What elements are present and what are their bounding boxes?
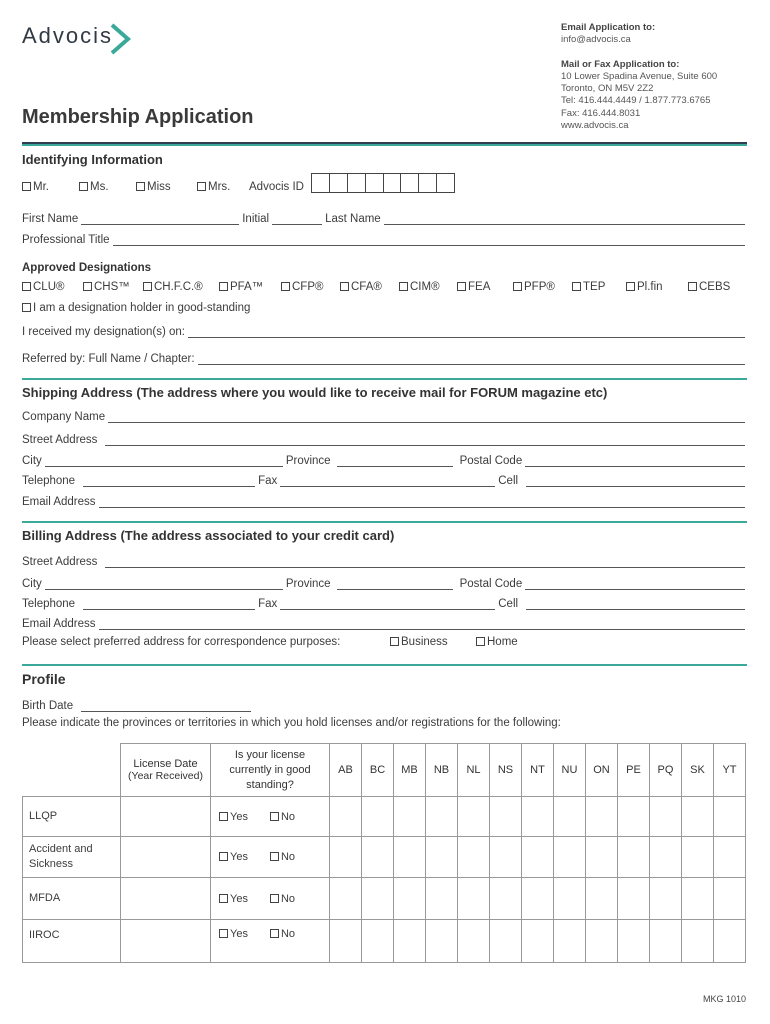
license-table	[22, 743, 746, 963]
province-cell[interactable]	[490, 878, 522, 920]
first-name-label: First Name	[22, 213, 79, 225]
billing-telephone-label: Telephone	[22, 598, 76, 610]
checkbox[interactable]	[219, 812, 228, 821]
province-cell[interactable]	[394, 878, 426, 920]
billing-street-field[interactable]	[105, 556, 745, 568]
province-cell[interactable]	[362, 920, 394, 963]
billing-email-row	[22, 614, 748, 630]
contact-block	[561, 22, 717, 132]
referred-by-row	[22, 349, 748, 365]
shipping-fax-field[interactable]	[280, 475, 495, 487]
license-date-cell[interactable]	[121, 878, 211, 920]
province-cell[interactable]	[650, 837, 682, 878]
billing-telephone-field[interactable]	[83, 598, 255, 610]
good-standing-option[interactable]: I am a designation holder in good-standing	[22, 302, 250, 314]
shipping-telephone-label: Telephone	[22, 475, 76, 487]
empty-corner-cell	[23, 744, 121, 797]
province-cell[interactable]	[522, 797, 554, 837]
province-cell[interactable]	[586, 837, 618, 878]
checkbox[interactable]	[143, 282, 152, 291]
checkbox[interactable]	[626, 282, 635, 291]
preferred-home-option[interactable]: Home	[476, 636, 518, 648]
license-date-cell[interactable]	[121, 920, 211, 963]
billing-email-label: Email Address	[22, 618, 96, 630]
shipping-fax-label: Fax	[258, 475, 278, 487]
province-cell[interactable]	[458, 837, 490, 878]
salutation-ms[interactable]: Ms.	[79, 181, 109, 193]
designation-plfin[interactable]: Pl.fin	[626, 281, 663, 293]
checkbox[interactable]	[476, 637, 485, 646]
referred-by-field[interactable]	[198, 353, 745, 365]
checkbox[interactable]	[219, 852, 228, 861]
province-cell[interactable]	[490, 920, 522, 963]
no-option[interactable]: No	[270, 928, 295, 940]
province-header: PE	[618, 744, 650, 797]
province-cell[interactable]	[682, 878, 714, 920]
province-cell[interactable]	[714, 920, 746, 963]
province-cell[interactable]	[554, 837, 586, 878]
license-row-mfda	[23, 878, 746, 920]
province-cell[interactable]	[394, 920, 426, 963]
preferred-business-option[interactable]: Business	[390, 636, 448, 648]
shipping-email-field[interactable]	[99, 496, 745, 508]
province-cell[interactable]	[554, 878, 586, 920]
checkbox[interactable]	[270, 812, 279, 821]
province-header: NS	[490, 744, 522, 797]
province-cell[interactable]	[586, 797, 618, 837]
received-on-field[interactable]	[188, 326, 745, 338]
checkbox[interactable]	[219, 894, 228, 903]
designation-cim[interactable]: CIM®	[399, 281, 440, 293]
billing-fax-label: Fax	[258, 598, 278, 610]
checkbox[interactable]	[79, 182, 88, 191]
shipping-email-row	[22, 492, 748, 508]
advocis-id-label: Advocis ID	[249, 181, 304, 193]
license-instruction: Please indicate the provinces or territories in which you hold licenses and/or registrations for the following:	[22, 717, 561, 729]
billing-email-field[interactable]	[99, 618, 745, 630]
checkbox[interactable]	[197, 182, 206, 191]
province-cell[interactable]	[586, 920, 618, 963]
province-header: YT	[714, 744, 746, 797]
province-cell[interactable]	[650, 878, 682, 920]
billing-divider	[22, 521, 747, 523]
name-row	[22, 209, 748, 225]
birth-date-label: Birth Date	[22, 700, 74, 712]
license-row-iiroc	[23, 920, 746, 963]
province-cell[interactable]	[650, 797, 682, 837]
checkbox[interactable]	[22, 303, 31, 312]
designation-pfa[interactable]: PFA™	[219, 281, 263, 293]
shipping-postal-label: Postal Code	[459, 455, 523, 467]
approved-designations-heading: Approved Designations	[22, 262, 152, 274]
shipping-cell-label: Cell	[498, 475, 519, 487]
shipping-heading: Shipping Address (The address where you would like to receive mail for FORUM magazine etc)	[22, 385, 608, 400]
checkbox[interactable]	[219, 282, 228, 291]
province-cell[interactable]	[618, 797, 650, 837]
shipping-street-label: Street Address	[22, 434, 98, 446]
province-header: NL	[458, 744, 490, 797]
province-cell[interactable]	[330, 837, 362, 878]
province-header: BC	[362, 744, 394, 797]
designation-chs[interactable]: CHS™	[83, 281, 130, 293]
province-cell[interactable]	[554, 920, 586, 963]
shipping-province-label: Province	[285, 455, 331, 467]
province-cell[interactable]	[554, 797, 586, 837]
province-header: PQ	[650, 744, 682, 797]
form-code: MKG 1010	[702, 994, 746, 1004]
designation-cfp[interactable]: CFP®	[281, 281, 323, 293]
good-standing-cell	[211, 837, 330, 878]
checkbox[interactable]	[281, 282, 290, 291]
billing-cell-field[interactable]	[526, 598, 745, 610]
billing-fax-field[interactable]	[280, 598, 495, 610]
shipping-street-field[interactable]	[105, 434, 745, 446]
page-title: Membership Application	[22, 106, 254, 128]
province-cell[interactable]	[458, 797, 490, 837]
province-cell[interactable]	[330, 920, 362, 963]
birth-date-field[interactable]	[81, 700, 251, 712]
profile-heading: Profile	[22, 671, 66, 687]
salutation-mrs[interactable]: Mrs.	[197, 181, 230, 193]
shipping-postal-field[interactable]	[525, 455, 745, 467]
province-cell[interactable]	[330, 797, 362, 837]
mail-label: Mail or Fax Application to:	[561, 58, 680, 70]
province-cell[interactable]	[490, 797, 522, 837]
designation-fea[interactable]: FEA	[457, 281, 490, 293]
billing-postal-label: Postal Code	[459, 578, 523, 590]
company-label: Company Name	[22, 411, 106, 423]
fax: Fax: 416.444.8031	[561, 107, 641, 119]
shipping-email-label: Email Address	[22, 496, 96, 508]
shipping-cell-field[interactable]	[526, 475, 745, 487]
received-on-row	[22, 322, 748, 338]
checkbox[interactable]	[688, 282, 697, 291]
license-table-header	[23, 744, 746, 797]
salutation-miss[interactable]: Miss	[136, 181, 171, 193]
province-header: NT	[522, 744, 554, 797]
billing-province-field[interactable]	[337, 578, 453, 590]
province-cell[interactable]	[714, 878, 746, 920]
good-standing-cell	[211, 878, 330, 920]
yes-option[interactable]: Yes	[219, 851, 248, 863]
license-date-header: License Date (Year Received)	[121, 744, 211, 797]
advocis-id-field[interactable]	[311, 173, 455, 193]
checkbox[interactable]	[572, 282, 581, 291]
province-cell[interactable]	[618, 920, 650, 963]
good-standing-cell	[211, 797, 330, 837]
province-header: ON	[586, 744, 618, 797]
billing-city-field[interactable]	[45, 578, 283, 590]
province-cell[interactable]	[426, 878, 458, 920]
province-cell[interactable]	[362, 837, 394, 878]
logo-chevron-icon	[108, 22, 134, 56]
billing-city-row	[22, 574, 748, 590]
province-cell[interactable]	[618, 837, 650, 878]
billing-heading: Billing Address (The address associated to your credit card)	[22, 528, 395, 543]
checkbox[interactable]	[513, 282, 522, 291]
billing-street-label: Street Address	[22, 556, 98, 568]
checkbox[interactable]	[340, 282, 349, 291]
province-cell[interactable]	[426, 920, 458, 963]
province-header: MB	[394, 744, 426, 797]
good-standing-header: Is your license currently in good standing?	[211, 744, 330, 797]
checkbox[interactable]	[219, 929, 228, 938]
province-cell[interactable]	[714, 837, 746, 878]
checkbox[interactable]	[83, 282, 92, 291]
address-line-2: Toronto, ON M5V 2Z2	[561, 83, 654, 95]
professional-title-field[interactable]	[113, 234, 745, 246]
province-cell[interactable]	[714, 797, 746, 837]
designation-pfp[interactable]: PFP®	[513, 281, 555, 293]
referred-by-label: Referred by: Full Name / Chapter:	[22, 353, 195, 365]
shipping-city-row	[22, 451, 748, 467]
province-cell[interactable]	[394, 837, 426, 878]
shipping-telephone-field[interactable]	[83, 475, 255, 487]
row-label: Accident and Sickness	[23, 837, 121, 878]
received-on-label: I received my designation(s) on:	[22, 326, 185, 338]
province-cell[interactable]	[426, 797, 458, 837]
billing-street-row	[22, 552, 748, 568]
province-cell[interactable]	[426, 837, 458, 878]
license-row-accident-sickness	[23, 837, 746, 878]
first-name-field[interactable]	[81, 213, 239, 225]
no-option[interactable]: No	[270, 811, 295, 823]
province-cell[interactable]	[362, 878, 394, 920]
province-cell[interactable]	[650, 920, 682, 963]
license-date-cell[interactable]	[121, 837, 211, 878]
good-standing-cell	[211, 920, 330, 963]
last-name-label: Last Name	[325, 213, 381, 225]
designation-cfa[interactable]: CFA®	[340, 281, 382, 293]
birth-date-row	[22, 696, 748, 712]
province-header: NB	[426, 744, 458, 797]
checkbox[interactable]	[399, 282, 408, 291]
province-cell[interactable]	[682, 920, 714, 963]
preferred-address-label: Please select preferred address for correspondence purposes:	[22, 636, 341, 648]
license-date-cell[interactable]	[121, 797, 211, 837]
designation-clu[interactable]: CLU®	[22, 281, 64, 293]
shipping-province-field[interactable]	[337, 455, 453, 467]
designation-chfc[interactable]: CH.F.C.®	[143, 281, 203, 293]
company-row	[22, 407, 748, 423]
checkbox[interactable]	[457, 282, 466, 291]
email-label: Email Application to:	[561, 22, 656, 33]
shipping-city-field[interactable]	[45, 455, 283, 467]
designation-cebs[interactable]: CEBS	[688, 281, 730, 293]
province-cell[interactable]	[522, 878, 554, 920]
shipping-divider	[22, 378, 747, 380]
shipping-street-row	[22, 430, 748, 446]
billing-province-label: Province	[285, 578, 331, 590]
email-address: info@advocis.ca	[561, 34, 631, 46]
province-cell[interactable]	[522, 837, 554, 878]
professional-title-row	[22, 230, 748, 246]
province-header: AB	[330, 744, 362, 797]
no-option[interactable]: No	[270, 893, 295, 905]
row-label: IIROC	[23, 920, 121, 963]
province-cell[interactable]	[490, 837, 522, 878]
billing-city-label: City	[22, 578, 42, 590]
billing-postal-field[interactable]	[525, 578, 745, 590]
province-header: SK	[682, 744, 714, 797]
identifying-heading: Identifying Information	[22, 152, 163, 167]
row-label: LLQP	[23, 797, 121, 837]
province-header: NU	[554, 744, 586, 797]
province-cell[interactable]	[330, 878, 362, 920]
province-cell[interactable]	[586, 878, 618, 920]
checkbox[interactable]	[270, 894, 279, 903]
professional-title-label: Professional Title	[22, 234, 110, 246]
designation-tep[interactable]: TEP	[572, 281, 605, 293]
province-cell[interactable]	[394, 797, 426, 837]
checkbox[interactable]	[136, 182, 145, 191]
yes-option[interactable]: Yes	[219, 928, 248, 940]
yes-option[interactable]: Yes	[219, 811, 248, 823]
shipping-city-label: City	[22, 455, 42, 467]
company-field[interactable]	[108, 411, 745, 423]
no-option[interactable]: No	[270, 851, 295, 863]
salutation-mr[interactable]: Mr.	[22, 181, 49, 193]
billing-cell-label: Cell	[498, 598, 519, 610]
yes-option[interactable]: Yes	[219, 893, 248, 905]
title-divider	[22, 142, 747, 146]
profile-divider	[22, 664, 747, 666]
checkbox[interactable]	[270, 929, 279, 938]
province-cell[interactable]	[618, 878, 650, 920]
checkbox[interactable]	[22, 282, 31, 291]
logo: Advocis	[22, 23, 114, 48]
telephone: Tel: 416.444.4449 / 1.877.773.6765	[561, 95, 711, 107]
initial-field[interactable]	[272, 213, 322, 225]
billing-phone-row	[22, 594, 748, 610]
province-cell[interactable]	[682, 797, 714, 837]
license-row-llqp	[23, 797, 746, 837]
province-cell[interactable]	[362, 797, 394, 837]
checkbox[interactable]	[270, 852, 279, 861]
row-label: MFDA	[23, 878, 121, 920]
address-line-1: 10 Lower Spadina Avenue, Suite 600	[561, 70, 718, 82]
shipping-phone-row	[22, 471, 748, 487]
website: www.advocis.ca	[561, 120, 629, 132]
province-cell[interactable]	[458, 878, 490, 920]
last-name-field[interactable]	[384, 213, 745, 225]
province-cell[interactable]	[682, 837, 714, 878]
initial-label: Initial	[242, 213, 270, 225]
province-cell[interactable]	[522, 920, 554, 963]
checkbox[interactable]	[22, 182, 31, 191]
province-cell[interactable]	[458, 920, 490, 963]
checkbox[interactable]	[390, 637, 399, 646]
